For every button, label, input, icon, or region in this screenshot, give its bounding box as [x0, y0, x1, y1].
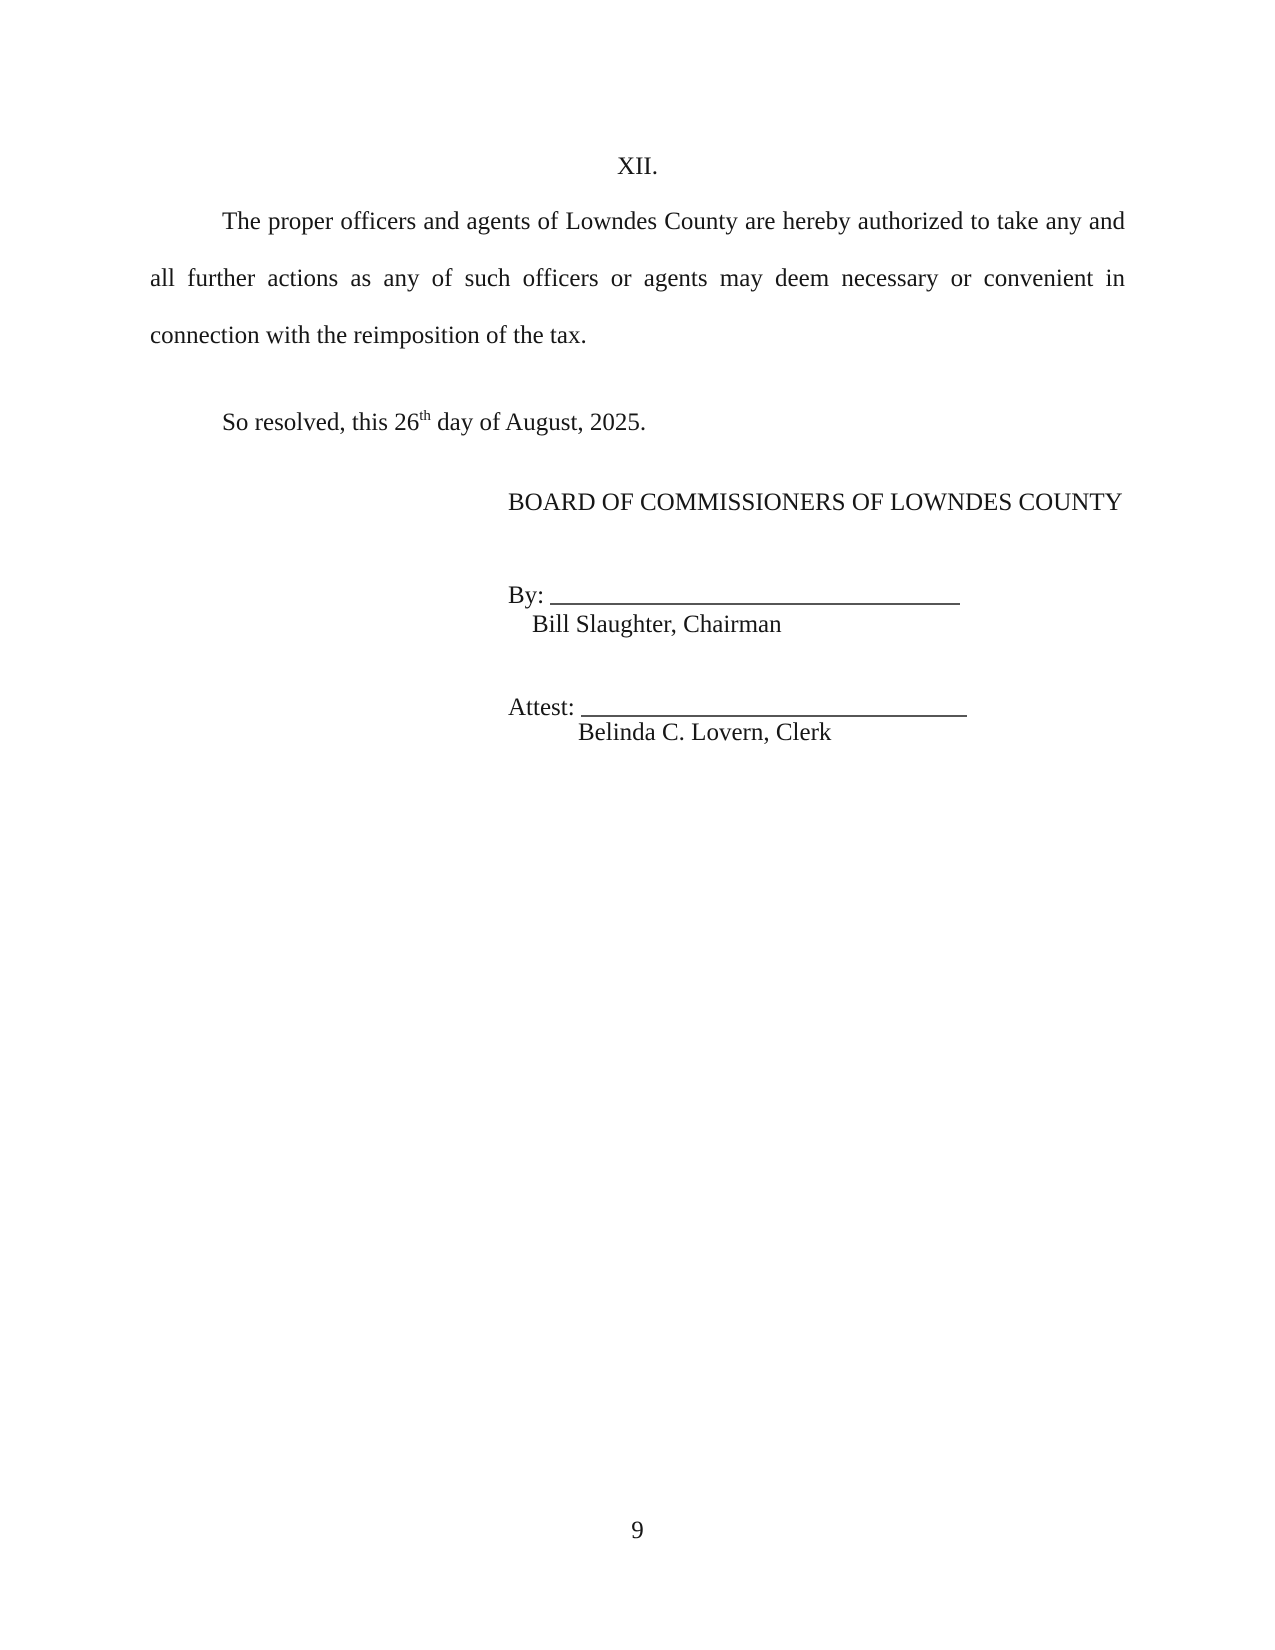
- attest-label: Attest:: [508, 694, 581, 721]
- page-number: 9: [631, 1517, 644, 1544]
- paragraph-line: all further actions as any of such officers or agents may deem necessary or convenient in: [150, 265, 1125, 292]
- by-signature-line: [550, 603, 960, 605]
- by-label: By:: [508, 582, 551, 609]
- resolution-text-suffix: day of August, 2025.: [430, 409, 647, 436]
- paragraph-line: connection with the reimposition of the tax.: [150, 322, 587, 349]
- resolution-statement: [150, 394, 1125, 455]
- by-signature-row: [508, 581, 960, 610]
- paragraph-line: The proper officers and agents of Lowndes County are hereby authorized to take any and: [222, 208, 1125, 235]
- ordinal-superscript: th: [419, 408, 431, 424]
- organization-title: BOARD OF COMMISSIONERS OF LOWNDES COUNTY: [508, 489, 1123, 516]
- resolution-text-prefix: So resolved, this 26: [222, 409, 420, 436]
- attest-signature-line: [581, 715, 967, 717]
- by-signer-name: Bill Slaughter, Chairman: [532, 611, 782, 638]
- body-paragraph: [150, 193, 1125, 364]
- section-heading: XII.: [617, 153, 658, 180]
- attest-signer-name: Belinda C. Lovern, Clerk: [578, 719, 832, 746]
